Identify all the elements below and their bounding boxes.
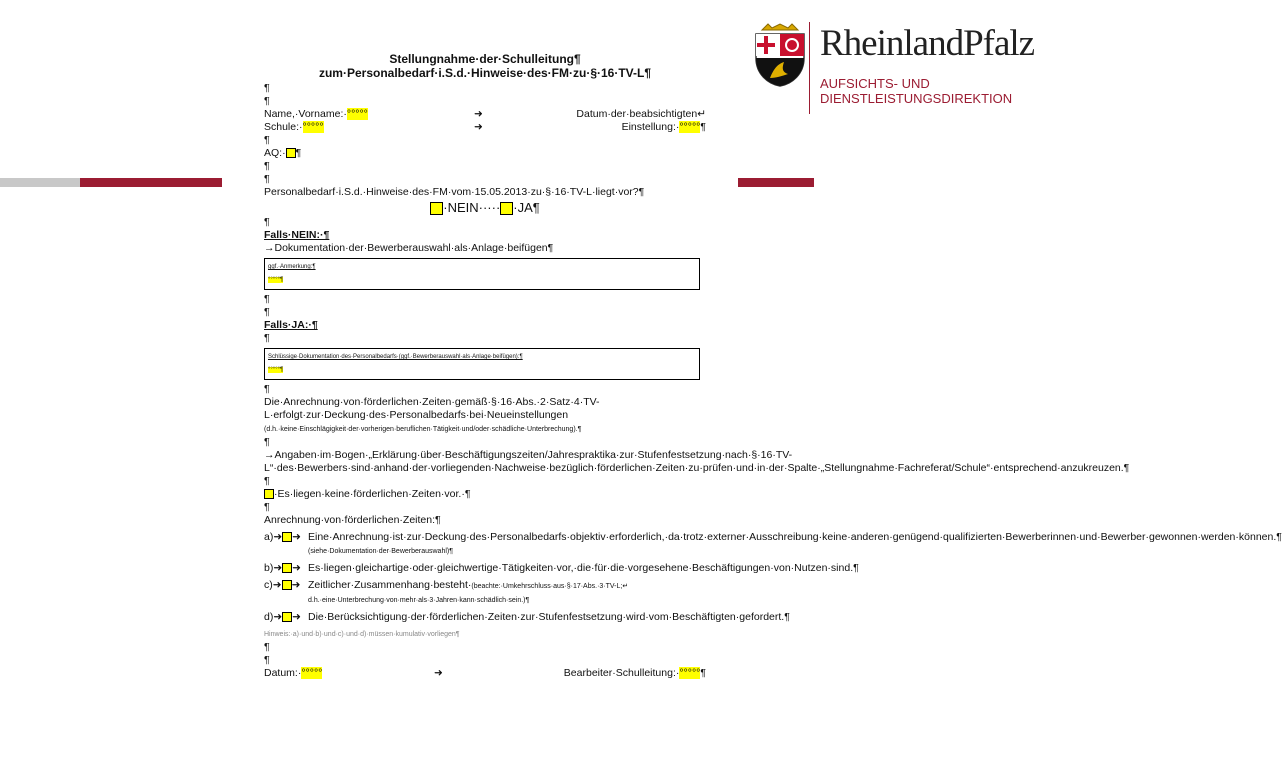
option-b-text: Es·liegen·gleichartige·oder·gleichwertige·Tätigkeiten·vor,·die·für·die·vorgesehene·Beschäftigungen·von·Nutzen·sind.¶ [308,562,859,574]
option-a: a)➜ ➜ Eine·Anrechnung·ist·zur·Deckung·des·Personalbedarfs·objektiv·erforderlich,·da·trotz·externer·Ausschreibung·keine·anderen·genügend·qualifizierten·Bewerberinnen·und·Bewerber·gewonnen·werden·können.¶ (siehe·Dokumentation·der·Bewerberauswahl)¶ [264,531,1282,555]
brand-name: RheinlandPfalz [820,23,1035,64]
datum-beabsichtigt-label: Datum·der·beabsichtigten↵ [576,108,706,120]
einstellung-label: Einstellung:· [621,121,680,133]
paragraph-mark: ¶ [295,147,302,159]
paragraph-mark: ¶ [264,332,270,344]
datum-label: Datum:· [264,667,302,679]
paragraph-mark: ¶ [264,293,270,305]
authority-line-1: AUFSICHTS- UND [820,76,930,91]
name-label: Name,·Vorname:· [264,108,347,120]
header-stripe-red-right [738,178,814,187]
paragraph-mark: ¶ [700,121,706,133]
anrechnung-heading: Anrechnung·von·förderlichen·Zeiten:¶ [264,514,441,526]
angaben-paragraph: →Angaben·im·Bogen·„Erklärung·über·Beschäftigungszeiten/Jahrespraktika·zur·Stufenfestsetzung·nach·§·16·TV-L“·des·Bewerbers·sind·anhand·der·vorliegenden·Nachweise·bezüglich·förderlichen·Zeiten·zu·prüfen·und·in·der·Spalte·„Stellungnahme·Fachreferat/Schule“·entsprechend·anzukreuzen.¶ [264,449,1130,474]
schule-field[interactable]: °°°°° [302,121,324,133]
option-c-checkbox[interactable] [282,580,292,590]
anrechnung-paragraph [264,396,706,436]
paragraph-mark: ¶ [700,667,706,679]
option-a-label: a) [264,531,274,543]
falls-nein-heading: Falls·NEIN:·¶ [264,229,330,241]
paragraph-mark: ¶ [264,306,270,318]
option-d-text: Die·Berücksichtigung·der·förderlichen·Zeiten·zur·Stufenfestsetzung·wird·vom·Beschäftigten·gefordert.¶ [308,611,790,623]
paragraph-mark: ¶ [264,383,270,395]
logo-divider [809,22,810,114]
coat-of-arms-icon [752,22,808,88]
paragraph-mark: ¶ [264,436,270,448]
anrechnung-note: (d.h.·keine·Einschlägigkeit·der·vorherigen·beruflichen·Tätigkeit·und/oder·schädliche·Unterbrechung).¶ [264,426,582,433]
bearbeiter-field[interactable]: °°°°° [679,667,701,679]
anmerkung-field[interactable]: °°°°°¶ [268,277,284,283]
personalbedarf-question: Personalbedarf·i.S.d.·Hinweise·des·FM·vom·15.05.2013·zu·§·16·TV-L·liegt·vor?¶ [264,186,645,198]
option-b: b)➜ ➜ Es·liegen·gleichartige·oder·gleichwertige·Tätigkeiten·vor,·die·für·die·vorgesehene·Beschäftigungen·von·Nutzen·sind.¶ [264,562,859,574]
header-stripe-grey [0,178,80,187]
schluessige-dokumentation-label: Schlüssige·Dokumentation·des·Personalbedarfs·(ggf.·Bewerberauswahl·als·Anlage·beifügen):¶ [268,354,523,360]
option-a-note: (siehe·Dokumentation·der·Bewerberauswahl)¶ [308,548,453,555]
paragraph-mark: ¶ [264,173,270,185]
authority-line-2: DIENSTLEISTUNGSDIREKTION [820,91,1013,106]
option-d: d)➜ ➜ Die·Berücksichtigung·der·förderlichen·Zeiten·zur·Stufenfestsetzung·wird·vom·Beschäftigten·gefordert.¶ [264,611,790,623]
paragraph-mark: ¶ [264,475,270,487]
schluessige-dokumentation-box [264,348,700,380]
option-d-checkbox[interactable] [282,612,292,622]
paragraph-mark: ¶ [264,501,270,513]
nein-ja-row [264,199,706,216]
paragraph-mark: ¶ [264,654,270,666]
keine-zeiten-checkbox[interactable] [264,489,274,499]
nein-label: ·NEIN····· [443,200,501,215]
option-c-text: Zeitlicher·Zusammenhang·besteht· [308,579,472,591]
anrechnung-text: Die·Anrechnung·von·förderlichen·Zeiten·gemäß·§·16·Abs.·2·Satz·4·TV-L·erfolgt·zur·Deckung·des·Personalbedarfs·bei·Neueinstellungen [264,396,600,421]
tab-arrow: ➜ [434,667,443,679]
paragraph-mark: ¶ [264,160,270,172]
hinweis-note: Hinweis:·a)·und·b)·und·c)·und·d)·müssen·kumulativ·vorliegen¶ [264,631,460,638]
paragraph-mark: ¶ [264,95,270,107]
option-c-label: c) [264,579,273,591]
authority-name [820,76,1012,106]
ja-checkbox[interactable] [500,202,513,215]
aq-checkbox[interactable] [286,148,296,158]
tab-arrow: ➜ [474,121,483,133]
einstellung-field[interactable]: °°°°° [679,121,701,133]
schule-row [264,121,706,134]
name-row [264,108,706,121]
signature-row [264,667,706,680]
option-b-label: b) [264,562,274,574]
option-c: c)➜ ➜ Zeitlicher·Zusammenhang·besteht·(beachte:·Umkehrschluss·aus·§·17·Abs.·3·TV-L;↵ d.h.·eine·Unterbrechung·von·mehr·als·3·Jahren·kann·schädlich·sein.)¶ [264,579,629,604]
keine-zeiten-row [264,488,706,501]
schule-label: Schule:· [264,121,303,133]
name-field[interactable]: °°°°° [346,108,368,120]
anmerkung-box [264,258,700,290]
option-a-text: Eine·Anrechnung·ist·zur·Deckung·des·Personalbedarfs·objektiv·erforderlich,·da·trotz·externer·Ausschreibung·keine·anderen·genügend·qualifizierten·Bewerberinnen·und·Bewerber·gewonnen·werden·können.¶ [308,531,1282,543]
header-stripe-red-left [80,178,222,187]
anmerkung-label: ggf.·Anmerkung:¶ [268,264,316,270]
option-d-label: d) [264,611,274,623]
option-a-checkbox[interactable] [282,532,292,542]
datum-field[interactable]: °°°°° [301,667,323,679]
keine-zeiten-label: ·Es·liegen·keine·förderlichen·Zeiten·vor.·¶ [274,488,471,500]
doc-title-1: Stellungnahme·der·Schulleitung¶ [389,52,581,66]
option-b-checkbox[interactable] [282,563,292,573]
aq-row [264,147,706,160]
falls-ja-heading: Falls·JA:·¶ [264,319,318,331]
brand-logo [752,22,1035,122]
option-c-note: (beachte:·Umkehrschluss·aus·§·17·Abs.·3·TV-L;↵ d.h.·eine·Unterbrechung·von·mehr·als·3·Jahren·kann·schädlich·sein.)¶ [308,583,629,604]
dokumentation-instruction: →Dokumentation·der·Bewerberauswahl·als·Anlage·beifügen¶ [264,242,554,254]
tab-arrow: ➜ [474,108,483,120]
schluessige-dokumentation-field[interactable]: °°°°°¶ [268,367,284,373]
paragraph-mark: ¶ [264,216,270,228]
paragraph-mark: ¶ [264,82,270,94]
paragraph-mark: ¶ [264,641,270,653]
doc-title-2: zum·Personalbedarf·i.S.d.·Hinweise·des·FM·zu·§·16·TV-L¶ [318,66,652,80]
ja-label: ·JA¶ [513,200,540,215]
aq-label: AQ:· [264,147,286,159]
bearbeiter-label: Bearbeiter·Schulleitung:· [563,667,680,679]
nein-checkbox[interactable] [430,202,443,215]
paragraph-mark: ¶ [264,134,270,146]
